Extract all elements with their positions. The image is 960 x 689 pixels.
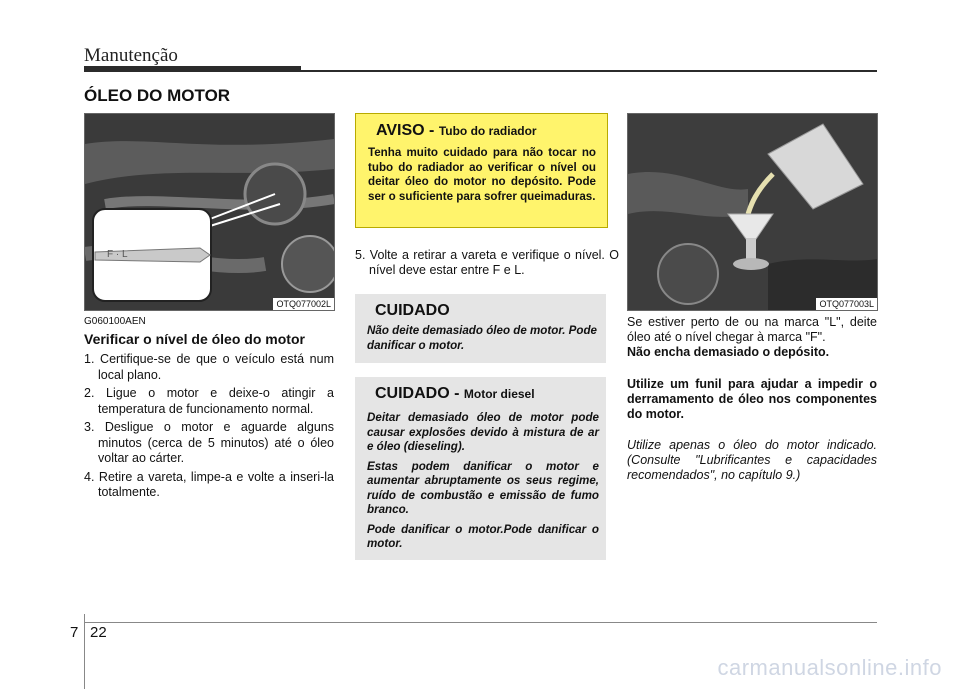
warning-box <box>355 113 608 228</box>
dipstick-photo <box>84 113 335 311</box>
list-item: 4. Retire a vareta, limpe-a e volte a inseri-la totalmente. <box>84 469 334 499</box>
warning-title: AVISO - Tubo do radiador <box>368 122 596 140</box>
warning-text: Tenha muito cuidado para não tocar no tubo do radiador ao verificar o nível ou deitar óleo do motor no depósito. Pode ser o suficiente para sofrer queimaduras. <box>368 146 596 203</box>
caution-diesel-box <box>355 377 606 560</box>
steps-list <box>84 352 334 504</box>
engine-funnel-illustration <box>628 114 877 310</box>
level-instruction-text: Se estiver perto de ou na marca "L", deite óleo até o nível chegar à marca "F". <box>627 315 877 345</box>
footer-divider <box>84 614 85 689</box>
caution-diesel-p2: Estas podem danificar o motor e aumentar abruptamente os seus regime, ruído de combustão e emissão de fumo branco. <box>367 459 599 516</box>
watermark: carmanualsonline.info <box>717 655 942 680</box>
funnel-tip: Utilize um funil para ajudar a impedir o derramamento de óleo nos componentes do motor. <box>627 377 877 422</box>
level-instruction <box>627 315 877 361</box>
dipstick-marks: F · L <box>107 249 128 260</box>
header-rule-thick <box>84 66 301 72</box>
list-item: 2. Ligue o motor e deixe-o atingir a temperatura de funcionamento normal. <box>84 386 334 416</box>
chapter-title: Manutenção <box>84 45 178 66</box>
caution-diesel-title: CUIDADO - Motor diesel <box>367 385 599 403</box>
footer-rule <box>84 622 877 623</box>
step-5: 5. Volte a retirar a vareta e verifique o nível. O nível deve estar entre F e L. <box>355 248 619 278</box>
header-rule-thin <box>301 70 877 72</box>
photo-label: OTQ077002L <box>273 298 334 310</box>
oil-spec-note: Utilize apenas o óleo do motor indicado. (Consulte "Lubrificantes e capacidades recomendados", no capítulo 9.) <box>627 438 877 483</box>
section-title: ÓLEO DO MOTOR <box>84 86 231 105</box>
list-item: 3. Desligue o motor e aguarde alguns minutos (cerca de 5 minutos) até o óleo voltar ao cárter. <box>84 420 334 465</box>
caution-diesel-p1: Deitar demasiado óleo de motor pode causar explosões devido à mistura de ar e óleo (dieseling). <box>367 411 599 453</box>
list-item: 1. Certifique-se de que o veículo está num local plano. <box>84 352 334 382</box>
subsection-heading: Verificar o nível de óleo do motor <box>84 331 305 347</box>
caution-text: Não deite demasiado óleo de motor. Pode danificar o motor. <box>367 324 597 352</box>
oil-funnel-photo <box>627 113 878 311</box>
section-code: G060100AEN <box>84 316 146 327</box>
photo-label: OTQ077003L <box>816 298 877 310</box>
chapter-number: 7 <box>70 624 79 641</box>
caution-diesel-p3: Pode danificar o motor.Pode danificar o motor. <box>367 522 599 550</box>
page-number: 22 <box>90 624 107 641</box>
caution-title: CUIDADO <box>367 302 597 320</box>
overfill-warning: Não encha demasiado o depósito. <box>627 345 830 360</box>
caution-box <box>355 294 606 363</box>
engine-bay-illustration <box>85 114 334 310</box>
